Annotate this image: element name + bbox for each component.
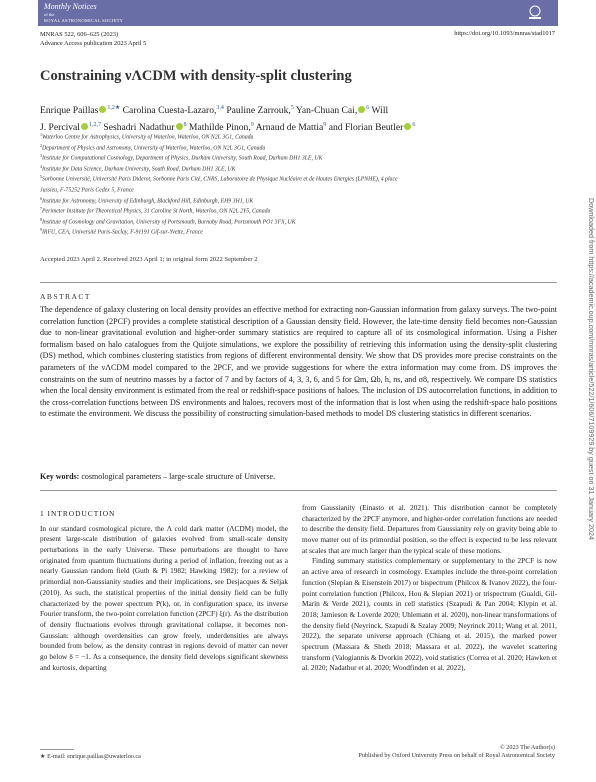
- divider: [40, 282, 557, 283]
- copyright: © 2023 The Author(s) Published by Oxford University Press on behalf of Royal Astronomical Society: [358, 744, 555, 759]
- section-heading: 1 INTRODUCTION: [40, 509, 116, 518]
- citation-block: [40, 30, 146, 48]
- abstract-heading: ABSTRACT: [40, 292, 91, 301]
- journal-of-the: of the: [44, 12, 55, 17]
- paper-title: Constraining νΛCDM with density-split clustering: [40, 68, 352, 84]
- affiliation-list: [40, 131, 560, 237]
- corresponding-email[interactable]: ★ E-mail: enrique.paillas@uwaterloo.ca: [40, 753, 141, 760]
- orcid-icon[interactable]: [81, 123, 88, 130]
- affiliation: $^9$IRFU, CEA, Université Paris-Saclay, F-91191 Gif-sur-Yvette, France: [40, 227, 203, 236]
- affiliation: $^6$Institute for Astronomy, University of Edinburgh, Blackford Hill, Edinburgh, EH9 3HJ, UK: [40, 195, 254, 205]
- author-name[interactable]: Arnaud de Mattia: [255, 122, 324, 133]
- intro-paragraph: Finding summary statistics complementary or supplementary to the 2PCF is now an active area of research in cosmology. Examples include the three-point correlation function (Slepian & Eisenstein 2017) or bispectrum (Philcox & Ivanov 2022), the four-point correlation function (Philcox, Hou & Slepian 2021) or trispectrum (Gualdi, Gil-Marín & Verde 2021), counts in cell statistics (Szapudi & Pan 2004; Klypin et al. 2018; Jamieson & Loverde 2020; Uhlemann et al. 2020), non-linear transformations of the density field (Neyrinck, Szapudi & Szalay 2009; Neyrinck 2011; Wang et al. 2011, 2022), the separate universe approach (Chiang et al. 2015), the marked power spectrum (Massara & Sheth 2018; Massara et al. 2022), the wavelet scattering transform (Valogiannis & Dvorkin 2022), void statistics (Correa et al. 2020; Hawken et al. 2020; Nadathur et al. 2020; Woodfinden et al. 2022),: [302, 556, 557, 673]
- abstract-text: The dependence of galaxy clustering on local density provides an effective method for extracting non-Gaussian information from galaxy surveys. The two-point correlation function (2PCF) provides a complete statistical description of a Gaussian density field. However, the late-time density field becomes non-Gaussian due to non-linear gravitational evolution and higher-order summary statistics are required to capture all of its cosmological information. Using a Fisher formalism based on halo catalogues from the Quijote simulations, we explore the possibility of retrieving this information using the density-split clustering (DS) method, which combines clustering statistics from regions of different environmental density. We show that DS provides more precise constraints on the parameters of the νΛCDM model compared to the 2PCF, and we provide suggestions for where the extra information may come from. DS improves the constraints on the sum of neutrino masses by a factor of 7 and by factors of 4, 3, 3, 6, and 5 for Ωm, Ωb, h, ns, and σ8, respectively. We compare DS statistics when the local density environment is estimated from the real or redshift-space positions of haloes. The inclusion of DS autocorrelation functions, in addition to the cross-correlation functions between DS environments and haloes, recovers most of the information that is lost when using the redshift-space halo positions to estimate the environment. We discuss the possibility of constructing simulation-based methods to model DS clustering statistics in different scenarios.: [40, 305, 557, 419]
- intro-paragraph: In our standard cosmological picture, the Λ cold dark matter (ΛCDM) model, the present large-scale distribution of galaxies evolved from small-scale density perturbations in the early Universe. These perturbations are thought to have originated from quantum fluctuations during a period of inflation, freezing out as a nearly Gaussian random field (Guth & Pi 1982; Hawking 1982); for a review of primordial non-Gaussianity studies and their implications, see Desjacques & Seljak (2010). As such, the statistical properties of the initial density field can be fully characterized by the power spectrum P(k), or, in configuration space, its inverse Fourier transform, the two-point correlation function (2PCF) ξ(r). As the distribution of density fluctuations evolves through gravitational collapse, it becomes non-Gaussian: although overdensities can grow freely, underdensities are always bounded from below, as the density contrast in regions devoid of matter can never go below δ = −1. As a consequence, the density field develops significant skewness and kurtosis, departing: [40, 523, 288, 672]
- author-name[interactable]: J. Percival: [40, 122, 80, 133]
- author-name[interactable]: Pauline Zarrouk,: [226, 105, 291, 116]
- affiliation: $^5$Sorbonne Université, Université Paris Diderot, Sorbonne Paris Cité, CNRS, Laboratoire de Physique Nucléaire et de Hautes Energies (LPNHE), 4 place: [40, 174, 398, 183]
- affiliation: $^1$Waterloo Centre for Astrophysics, University of Waterloo, Waterloo, ON N2L 3G1, Canada: [40, 132, 254, 141]
- affiliation: $^2$Department of Physics and Astronomy, University of Waterloo, Waterloo, ON N2L 3G1, Canada: [40, 142, 266, 152]
- affiliation: $^4$Institute for Data Science, Durham University, South Road, Durham DH1 3LE, UK: [40, 163, 236, 173]
- author-name[interactable]: Seshadri Nadathur: [103, 122, 175, 133]
- publisher-logo-icon: [520, 4, 550, 22]
- affiliation: $^8$Institute of Cosmology and Gravitation, University of Portsmouth, Burnaby Road, Portsmouth PO1 3FX, UK: [40, 216, 296, 226]
- advance-access: Advance Access publication 2023 April 5: [40, 40, 147, 47]
- intro-left-column: [40, 509, 288, 673]
- author-name[interactable]: and Florian Beutler: [328, 122, 404, 133]
- publication-dates: Accepted 2023 April 2. Received 2023 April 1; in original form 2022 September 2: [40, 256, 258, 263]
- orcid-icon[interactable]: [99, 106, 106, 113]
- keywords-text[interactable]: cosmological parameters – large-scale structure of Universe.: [81, 472, 276, 481]
- keywords-label: Key words:: [40, 472, 80, 481]
- orcid-icon[interactable]: [176, 123, 183, 130]
- affiliation: Jussieu, F-75252 Paris Cedex 5, France: [40, 187, 134, 194]
- society-name: ROYAL ASTRONOMICAL SOCIETY: [44, 18, 124, 23]
- journal-name: Monthly Notices: [44, 2, 97, 11]
- journal-banner: [38, 0, 558, 26]
- intro-right-column: [302, 503, 557, 674]
- orcid-icon[interactable]: [404, 123, 411, 130]
- download-note: Downloaded from https://academic.oup.com/mnras/article/522/1/606/7109929 by guest on 31 January 2024: [587, 198, 596, 541]
- affiliation: $^3$Institute for Computational Cosmology, Department of Physics, Durham University, South Road, Durham DH1 3LE, UK: [40, 153, 323, 162]
- author-list: Enrique Paillas $^{1,2★}$ Carolina Cuesta-Lazaro,$^{3,4}$ Pauline Zarrouk,$^5$ Yan-Chuan Cai, $^6$ Will J. Percival $^{1,2,7}$ Seshadri Nadathur $^8$ Mathilde Pinon,$^9$ Arnaud de Mattia$^9$ and Florian Beutler $^6$: [40, 105, 416, 133]
- author-name[interactable]: Mathilde Pinon,: [188, 122, 251, 133]
- intro-paragraph: from Gaussianity (Einasto et al. 2021). This distribution cannot be completely characterized by the 2PCF anymore, and higher-order correlation functions are needed to describe the density field. Departures from Gaussianity rely on gravity being able to move matter out of its primordial position, so the effect is expected to be less relevant at scales that are much larger than the typical scale of these motions.: [302, 503, 557, 555]
- keywords: [40, 472, 275, 481]
- divider: [40, 490, 557, 491]
- doi-link[interactable]: https://doi.org/10.1093/mnras/stad1017: [454, 30, 555, 37]
- author-name[interactable]: Carolina Cuesta-Lazaro,: [122, 105, 217, 116]
- footnote-rule: [40, 749, 74, 750]
- author-name[interactable]: Enrique Paillas: [40, 105, 99, 116]
- orcid-icon[interactable]: [358, 106, 365, 113]
- author-name[interactable]: Yan-Chuan Cai,: [295, 105, 358, 116]
- citation: MNRAS 522, 606–625 (2023): [40, 31, 119, 38]
- affiliation: $^7$Perimeter Institute for Theoretical Physics, 31 Caroline St North, Waterloo, ON N2L 2Y5, Canada: [40, 206, 271, 215]
- author-name[interactable]: Will: [371, 105, 389, 116]
